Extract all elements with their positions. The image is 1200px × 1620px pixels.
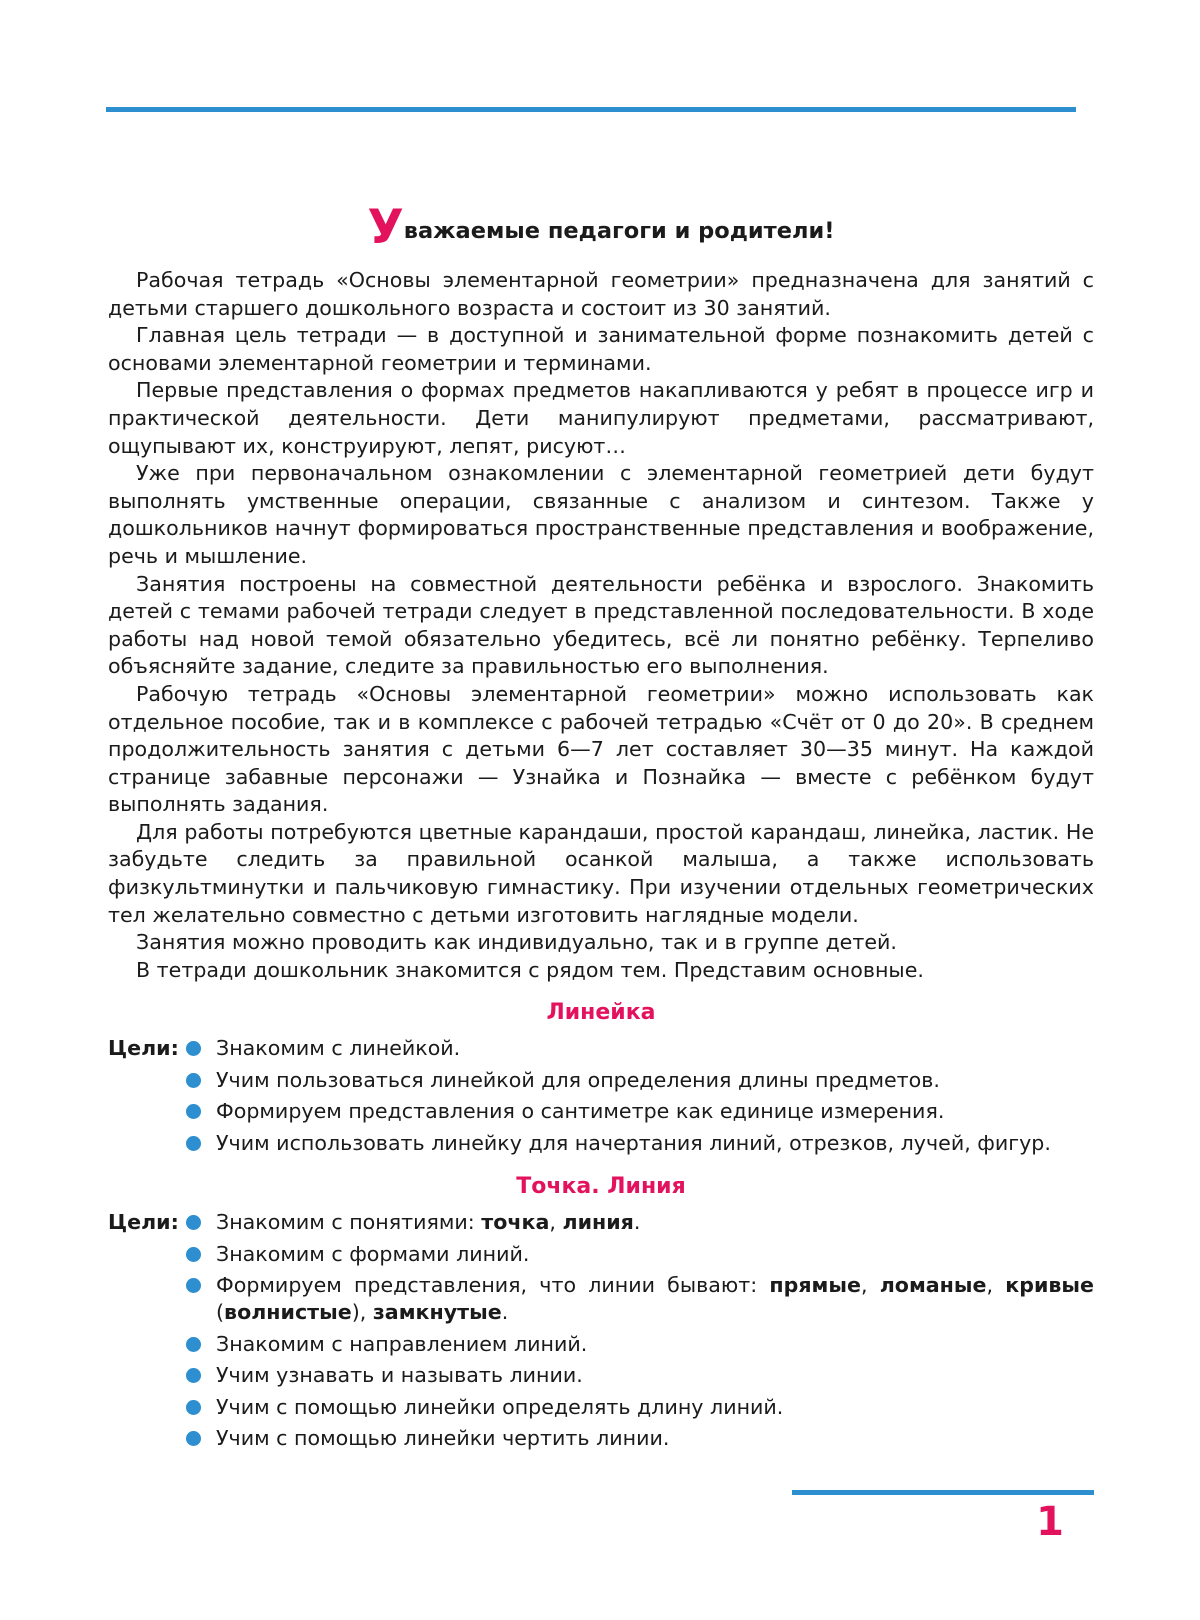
goal-text: .: [633, 1210, 641, 1234]
term-bold: линия: [562, 1210, 634, 1234]
list-item: [186, 1331, 1094, 1358]
intro-text: [108, 267, 1094, 984]
bullet-icon: [186, 1400, 201, 1415]
goal-list-ruler: [186, 1035, 1094, 1161]
bullet-icon: [186, 1431, 201, 1446]
goal-text: .: [501, 1300, 509, 1324]
goals-label: Цели:: [108, 1210, 179, 1234]
list-item: [186, 1241, 1094, 1268]
goal-list-point-line: [186, 1209, 1094, 1457]
term-bold: кривые: [1005, 1273, 1095, 1297]
term-bold: ломаные: [879, 1273, 987, 1297]
list-item: [186, 1130, 1094, 1157]
goal-text: Знакомим с линейкой.: [216, 1036, 461, 1060]
list-item: [186, 1209, 1094, 1236]
page-title: [106, 200, 1096, 259]
goal-text: Учим узнавать и называть линии.: [216, 1363, 583, 1387]
intro-paragraph: Занятия можно проводить как индивидуально, так и в группе детей.: [136, 930, 897, 955]
goal-text: ,: [549, 1210, 563, 1234]
bullet-icon: [186, 1278, 201, 1293]
intro-paragraph: Для работы потребуются цветные карандаши, простой карандаш, линейка, ластик. Не забудьте следить за правильной осанкой малыша, а также использовать физкультминутки и пальчиковую гимнастику. При изучении отдельных геометрических тел желательно совместно с детьми изготовить наглядные модели.: [108, 819, 1094, 927]
section-title-point-line: Точка. Линия: [516, 1174, 686, 1199]
goal-text: ),: [351, 1300, 373, 1324]
bullet-icon: [186, 1368, 201, 1383]
list-item: [186, 1035, 1094, 1062]
list-item: [186, 1394, 1094, 1421]
bullet-icon: [186, 1215, 201, 1230]
goal-text: Учим использовать линейку для начертания линий, отрезков, лучей, фигур.: [216, 1130, 1051, 1155]
top-rule: [106, 107, 1076, 112]
list-item: [186, 1425, 1094, 1452]
intro-paragraph: Уже при первоначальном ознакомлении с элементарной геометрией дети будут выполнять умственные операции, связанные с анализом и синтезом. Также у дошкольников начнут формироваться пространственные представления и воображение, речь и мышление.: [108, 461, 1094, 568]
intro-paragraph: Занятия построены на совместной деятельности ребёнка и взрослого. Знакомить детей с темами рабочей тетради следует в представленной последовательности. В ходе работы над новой темой обязательно убедитесь, всё ли понятно ребёнку. Терпеливо объясняйте задание, следите за правильностью его выполнения.: [108, 571, 1094, 679]
bullet-icon: [186, 1337, 201, 1352]
section-title-ruler: Линейка: [546, 1000, 656, 1025]
term-bold: замкнутые: [372, 1300, 502, 1324]
term-bold: прямые: [769, 1273, 861, 1297]
list-item: [186, 1362, 1094, 1389]
list-item: [186, 1067, 1094, 1094]
intro-paragraph: Первые представления о формах предметов накапливаются у ребят в процессе игр и практической деятельности. Дети манипулируют предметами, рассматривают, ощупывают их, конструируют, лепят, рисуют…: [108, 378, 1094, 458]
goal-text: Учим с помощью линейки чертить линии.: [216, 1426, 670, 1450]
goal-text: Формируем представления, что линии бывают:: [216, 1273, 770, 1297]
goal-text: Знакомим с формами линий.: [216, 1241, 530, 1266]
intro-paragraph: Главная цель тетради — в доступной и занимательной форме познакомить детей с основами элементарной геометрии и терминами.: [108, 323, 1094, 375]
bullet-icon: [186, 1041, 201, 1056]
goal-text: ,: [986, 1273, 1006, 1297]
term-bold: точка: [481, 1210, 550, 1234]
title-initial: У: [367, 200, 404, 255]
term-bold: волнистые: [224, 1300, 352, 1324]
goal-text: Формируем представления о сантиметре как единице измерения.: [216, 1099, 945, 1123]
list-item: [186, 1272, 1094, 1326]
goal-text: ,: [860, 1273, 880, 1297]
goal-text: Учим пользоваться линейкой для определения длины предметов.: [216, 1067, 940, 1092]
bullet-icon: [186, 1073, 201, 1088]
goal-text: Знакомим с направлением линий.: [216, 1331, 588, 1356]
intro-paragraph: Рабочая тетрадь «Основы элементарной геометрии» предназначена для занятий с детьми старшего дошкольного возраста и состоит из 30 занятий.: [108, 268, 1094, 320]
goal-text: Учим с помощью линейки определять длину линий.: [216, 1394, 784, 1419]
bullet-icon: [186, 1247, 201, 1262]
list-item: [186, 1098, 1094, 1125]
intro-paragraph: Рабочую тетрадь «Основы элементарной геометрии» можно использовать как отдельное пособие, так и в комплексе с рабочей тетрадью «Счёт от 0 до 20». В среднем продолжительность занятия с детьми 6—7 лет составляет 30—35 минут. На каждой странице забавные персонажи — Узнайка и Познайка — вместе с ребёнком будут выполнять задания.: [108, 681, 1094, 817]
bullet-icon: [186, 1104, 201, 1119]
goal-text: (: [216, 1300, 225, 1324]
goal-text: Знакомим с понятиями:: [216, 1210, 482, 1234]
page-number: 1: [1036, 1499, 1064, 1545]
bullet-icon: [186, 1136, 201, 1151]
title-text: важаемые педагоги и родители!: [403, 218, 835, 244]
intro-paragraph: В тетради дошкольник знакомится с рядом тем. Представим основные.: [136, 957, 924, 982]
goals-label: Цели:: [108, 1036, 179, 1060]
